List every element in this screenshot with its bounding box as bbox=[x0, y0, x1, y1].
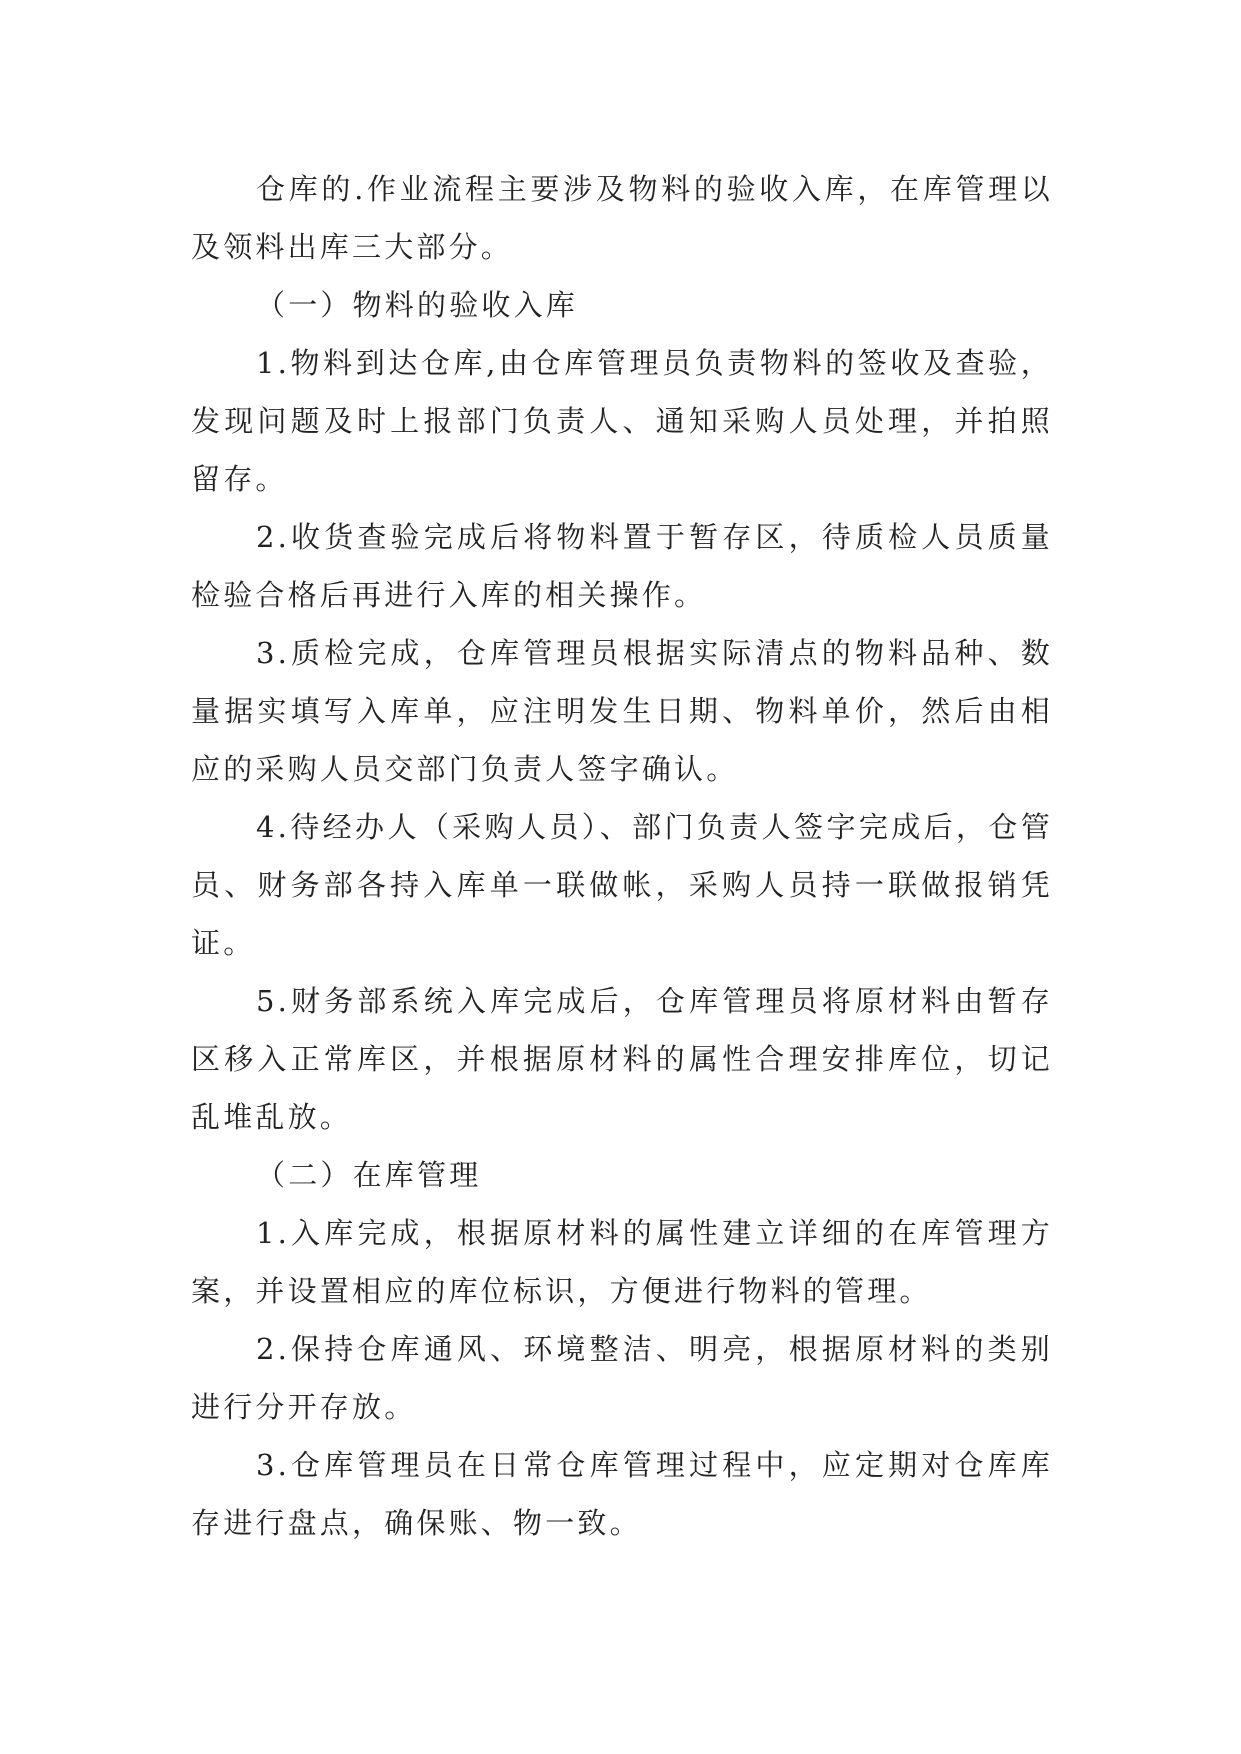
section2-item-2: 2.保持仓库通风、环境整洁、明亮，根据原材料的类别进行分开存放。 bbox=[191, 1332, 1053, 1424]
section-heading-1: （一）物料的验收入库 bbox=[256, 288, 579, 322]
section1-item-4: 4.待经办人（采购人员）、部门负责人签字完成后，仓管员、财务部各持入库单一联做帐，采购人员持一联做报销凭证。 bbox=[191, 810, 1053, 960]
document-body bbox=[191, 160, 1053, 1552]
section1-item-3: 3.质检完成，仓库管理员根据实际清点的物料品种、数量据实填写入库单，应注明发生日期、物料单价，然后由相应的采购人员交部门负责人签字确认。 bbox=[191, 636, 1053, 786]
section-heading-2: （二）在库管理 bbox=[256, 1158, 482, 1192]
section1-item-1: 1.物料到达仓库,由仓库管理员负责物料的签收及查验，发现问题及时上报部门负责人、通知采购人员处理，并拍照留存。 bbox=[191, 346, 1053, 496]
section2-item-3: 3.仓库管理员在日常仓库管理过程中，应定期对仓库库存进行盘点，确保账、物一致。 bbox=[191, 1448, 1053, 1540]
intro-paragraph: 仓库的.作业流程主要涉及物料的验收入库，在库管理以及领料出库三大部分。 bbox=[191, 172, 1053, 264]
section1-item-5: 5.财务部系统入库完成后，仓库管理员将原材料由暂存区移入正常库区，并根据原材料的属性合理安排库位，切记乱堆乱放。 bbox=[191, 984, 1053, 1134]
section2-item-1: 1.入库完成，根据原材料的属性建立详细的在库管理方案，并设置相应的库位标识，方便进行物料的管理。 bbox=[191, 1216, 1053, 1308]
section1-item-2: 2.收货查验完成后将物料置于暂存区，待质检人员质量检验合格后再进行入库的相关操作。 bbox=[191, 520, 1053, 612]
